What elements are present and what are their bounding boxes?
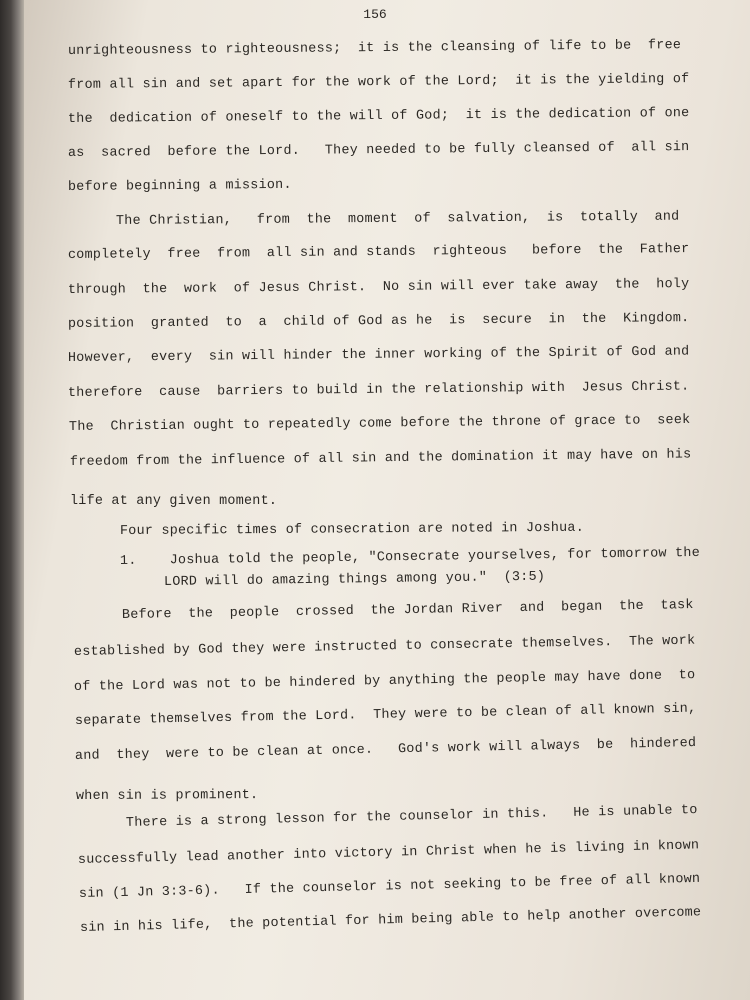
text-line: freedom from the influence of all sin and the domination it may have on his <box>69 447 692 470</box>
text-line: before beginning a mission. <box>67 177 292 195</box>
text-line: when sin is prominent. <box>75 788 259 804</box>
text-line: The Christian, from the moment of salvation, is totally and <box>115 209 680 229</box>
text-line: the dedication of oneself to the will of God; it is the dedication of one <box>67 106 690 127</box>
page-number: 156 <box>363 7 387 22</box>
text-line: of the Lord was not to be hindered by anything the people may have done to <box>73 668 696 695</box>
text-line: successfully lead another into victory in Christ when he is living in known <box>77 838 700 868</box>
text-line: 1. Joshua told the people, "Consecrate yourselves, for tomorrow the <box>119 545 701 569</box>
text-line: and they were to be clean at once. God's work will always be hindered <box>74 735 697 764</box>
text-line: sin (1 Jn 3:3-6). If the counselor is not seeking to be free of all known <box>78 871 701 902</box>
text-line: therefore cause barriers to build in the relationship with Jesus Christ. <box>67 379 690 401</box>
text-line: There is a strong lesson for the counselor in this. He is unable to <box>125 803 698 831</box>
text-line: established by God they were instructed to consecrate themselves. The work <box>73 633 696 660</box>
text-line: separate themselves from the Lord. They were to be clean of all known sin, <box>74 701 697 729</box>
text-line: unrighteousness to righteousness; it is the cleansing of life to be free <box>67 38 682 59</box>
text-line: Four specific times of consecration are noted in Joshua. <box>119 520 585 539</box>
text-line: life at any given moment. <box>70 494 278 509</box>
text-line: LORD will do amazing things among you." (3:5) <box>163 569 546 590</box>
text-line: sin in his life, the potential for him being able to help another overcome <box>79 905 702 936</box>
text-line: completely free from all sin and stands righteous before the Father <box>67 242 690 263</box>
text-line: However, every sin will hinder the inner working of the Spirit of God and <box>67 344 690 366</box>
text-line: The Christian ought to repeatedly come before the throne of grace to seek <box>68 412 691 435</box>
text-line: through the work of Jesus Christ. No sin will ever take away the holy <box>67 277 690 298</box>
text-line: as sacred before the Lord. They needed to be fully cleansed of all sin <box>67 140 690 161</box>
text-line: position granted to a child of God as he is secure in the Kingdom. <box>67 311 690 332</box>
text-line: Before the people crossed the Jordan River and began the task <box>121 598 694 623</box>
text-line: from all sin and set apart for the work of the Lord; it is the yielding of <box>67 72 690 93</box>
